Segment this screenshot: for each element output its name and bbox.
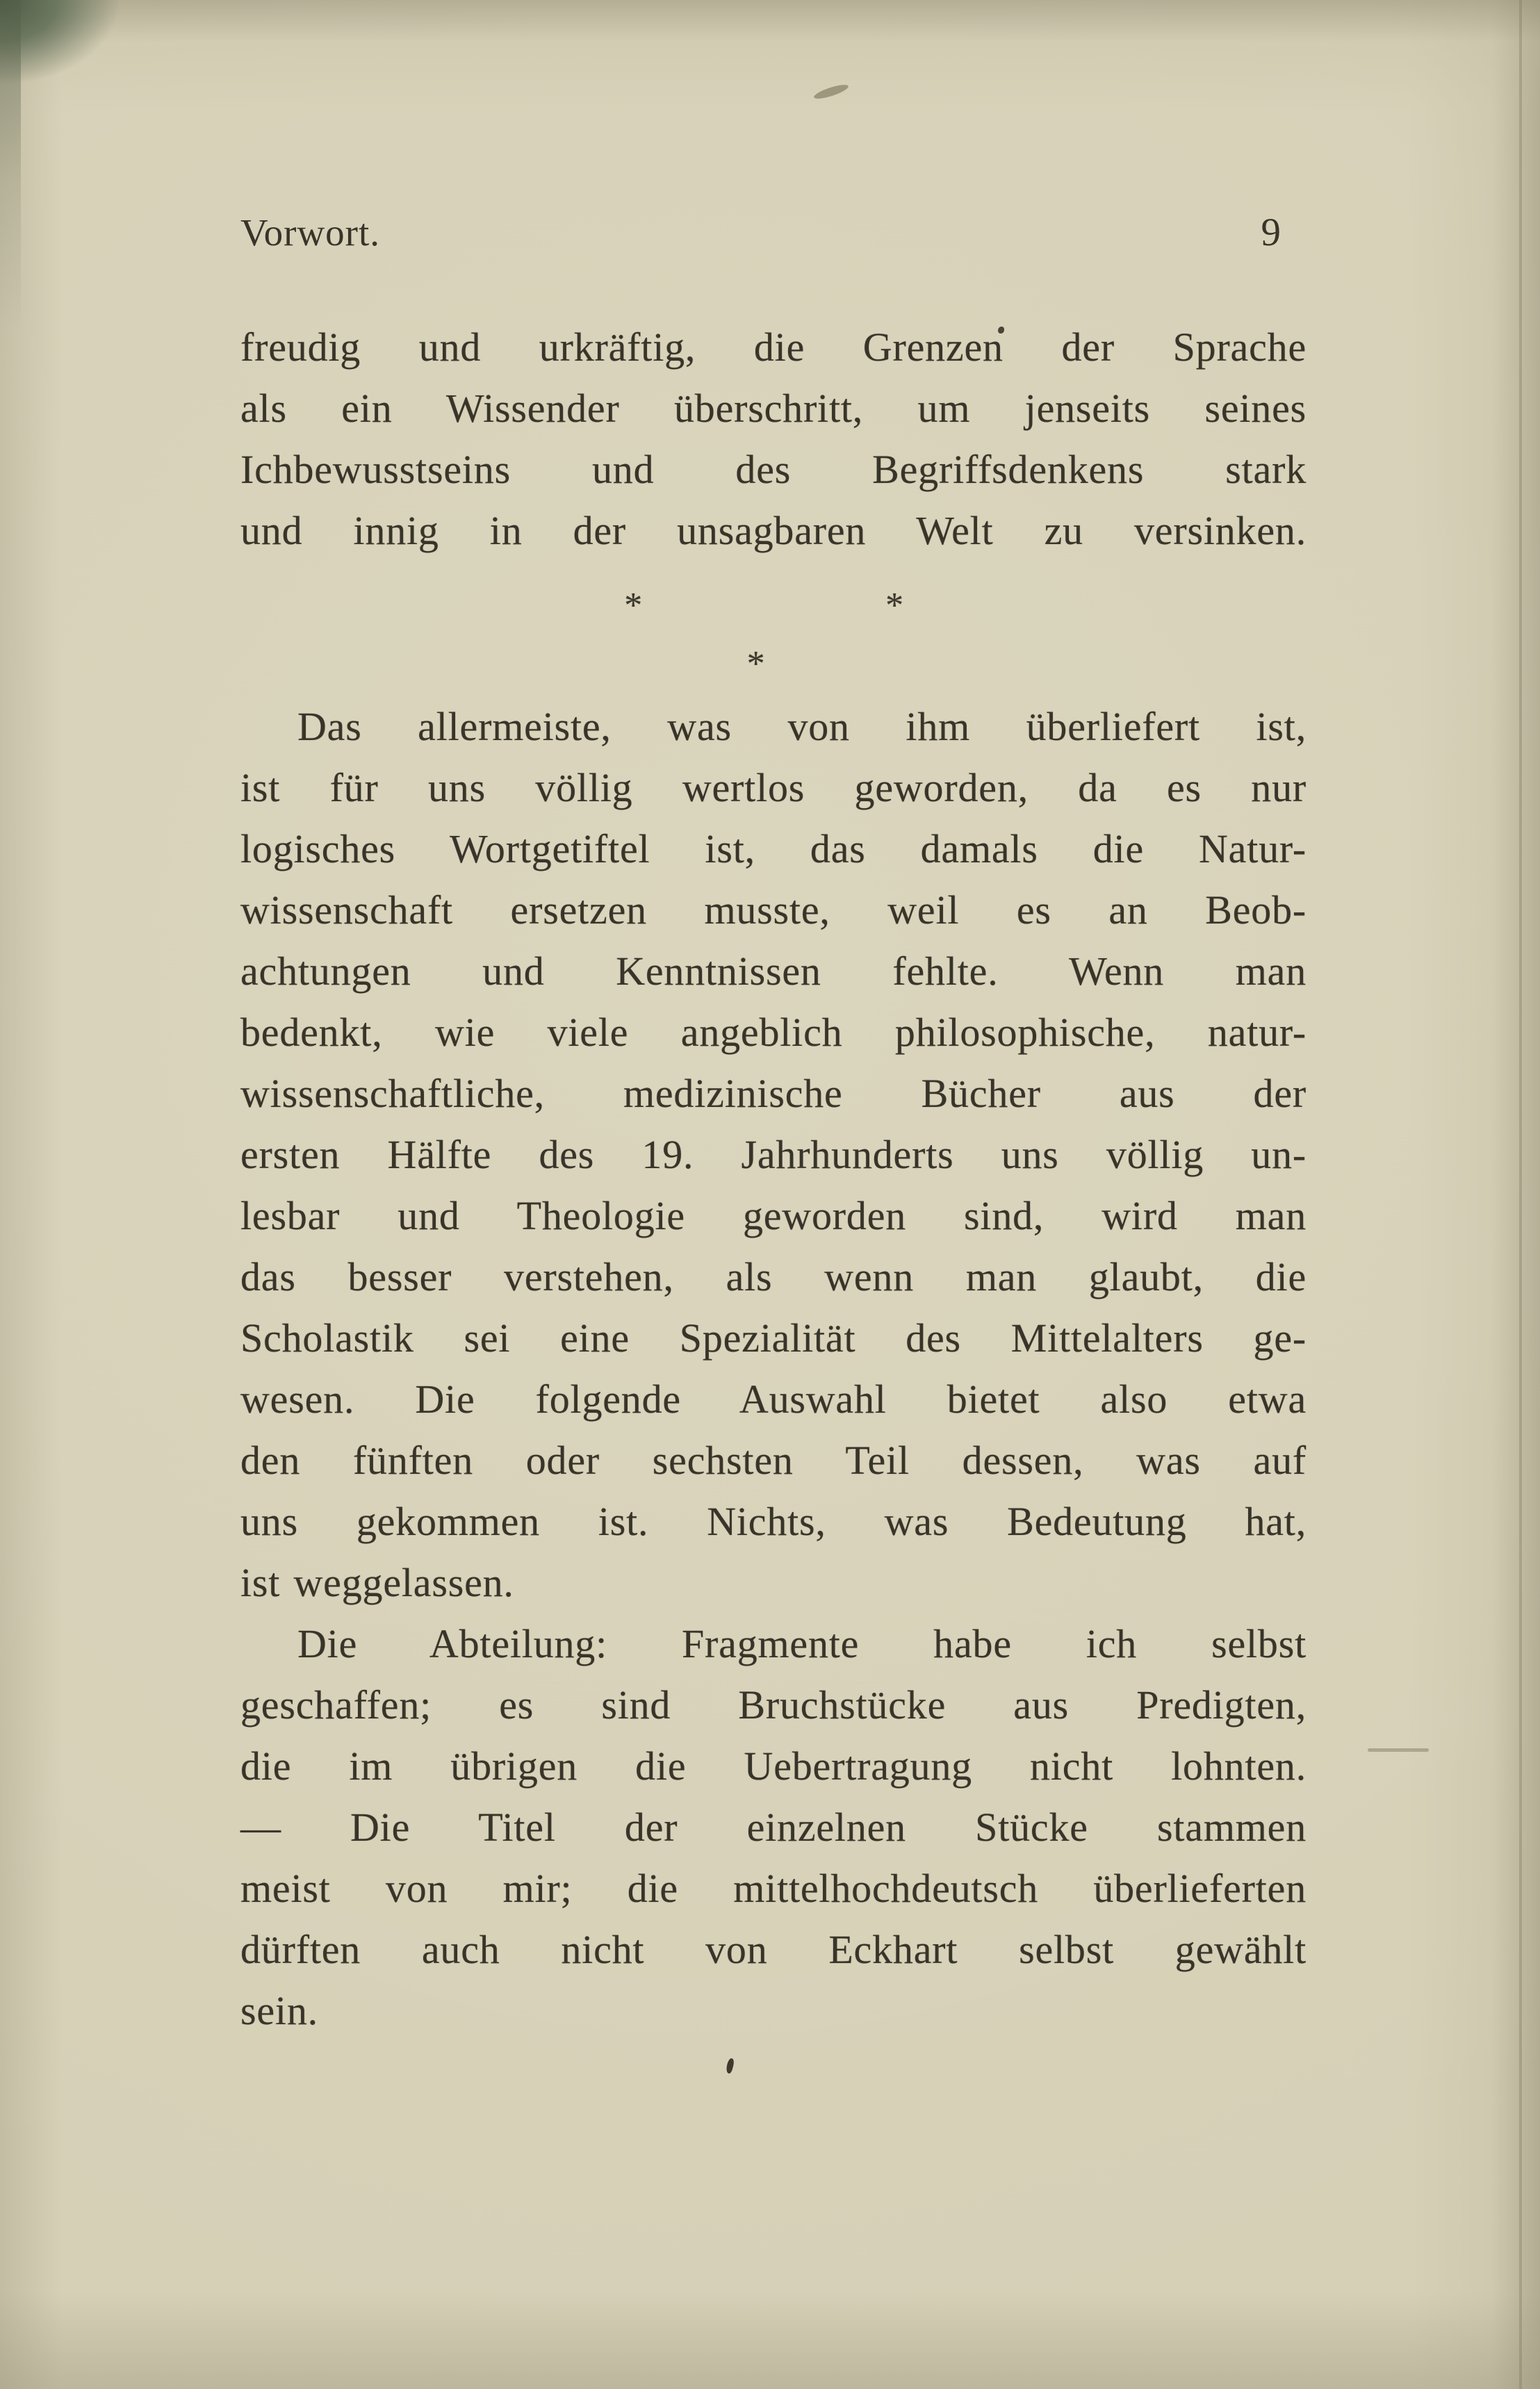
text-line: ist für uns völlig wertlos geworden, da es nur bbox=[240, 765, 1306, 810]
asterism-row bbox=[240, 635, 1306, 693]
asterism-row bbox=[240, 577, 1306, 635]
text-line: Scholastik sei eine Spezialität des Mittelalters ge- bbox=[240, 1315, 1306, 1361]
text-line: lesbar und Theologie geworden sind, wird man bbox=[240, 1193, 1306, 1238]
paragraph bbox=[240, 1614, 1306, 2042]
text-line: ist weggelassen. bbox=[240, 1560, 514, 1605]
text-line: die im übrigen die Uebertragung nicht lohnten. bbox=[240, 1743, 1306, 1789]
ink-speck bbox=[725, 2058, 735, 2074]
text-line: das besser verstehen, als wenn man glaubt, die bbox=[240, 1254, 1306, 1299]
asterism-separator bbox=[240, 577, 1306, 696]
text-line: sein. bbox=[240, 1988, 318, 2033]
text-line: ersten Hälfte des 19. Jahrhunderts uns völlig un- bbox=[240, 1132, 1306, 1177]
text-line: den fünften oder sechsten Teil dessen, was auf bbox=[240, 1438, 1306, 1483]
text-line: Die Abteilung: Fragmente habe ich selbst bbox=[297, 1621, 1306, 1666]
paragraph bbox=[240, 696, 1306, 1614]
text-line: wesen. Die folgende Auswahl bietet also etwa bbox=[240, 1377, 1306, 1422]
asterisk: * bbox=[885, 586, 904, 625]
text-line: bedenkt, wie viele angeblich philosophische, natur- bbox=[240, 1010, 1306, 1055]
text-line: Das allermeiste, was von ihm überliefert ist, bbox=[297, 704, 1306, 749]
text-line: achtungen und Kenntnissen fehlte. Wenn man bbox=[240, 949, 1306, 994]
text-line: Ichbewusstseins und des Begriffsdenkens stark bbox=[240, 447, 1306, 492]
text-line: meist von mir; die mittelhochdeutsch überlieferten bbox=[240, 1866, 1306, 1911]
asterisk: * bbox=[746, 644, 765, 684]
running-title: Vorwort. bbox=[240, 211, 381, 254]
page-header bbox=[240, 208, 1306, 257]
text-line: logisches Wortgetiftel ist, das damals die Natur- bbox=[240, 826, 1306, 871]
text-line: wissenschaftliche, medizinische Bücher aus der bbox=[240, 1071, 1306, 1116]
text-line: geschaffen; es sind Bruchstücke aus Predigten, bbox=[240, 1682, 1306, 1727]
page-number: 9 bbox=[1261, 211, 1281, 254]
text-line: freudig und urkräftig, die Grenzen der Sprache bbox=[240, 325, 1306, 370]
text-line: dürften auch nicht von Eckhart selbst gewählt bbox=[240, 1927, 1306, 1972]
text-line: und innig in der unsagbaren Welt zu versinken. bbox=[240, 508, 1306, 553]
asterisk: * bbox=[624, 586, 643, 625]
text-line: wissenschaft ersetzen musste, weil es an Beob- bbox=[240, 887, 1306, 933]
text-line: uns gekommen ist. Nichts, was Bedeutung hat, bbox=[240, 1499, 1306, 1544]
paragraph-continuation bbox=[240, 317, 1306, 561]
text-line: als ein Wissender überschritt, um jenseits seines bbox=[240, 386, 1306, 431]
text-line: — Die Titel der einzelnen Stücke stammen bbox=[240, 1805, 1306, 1850]
